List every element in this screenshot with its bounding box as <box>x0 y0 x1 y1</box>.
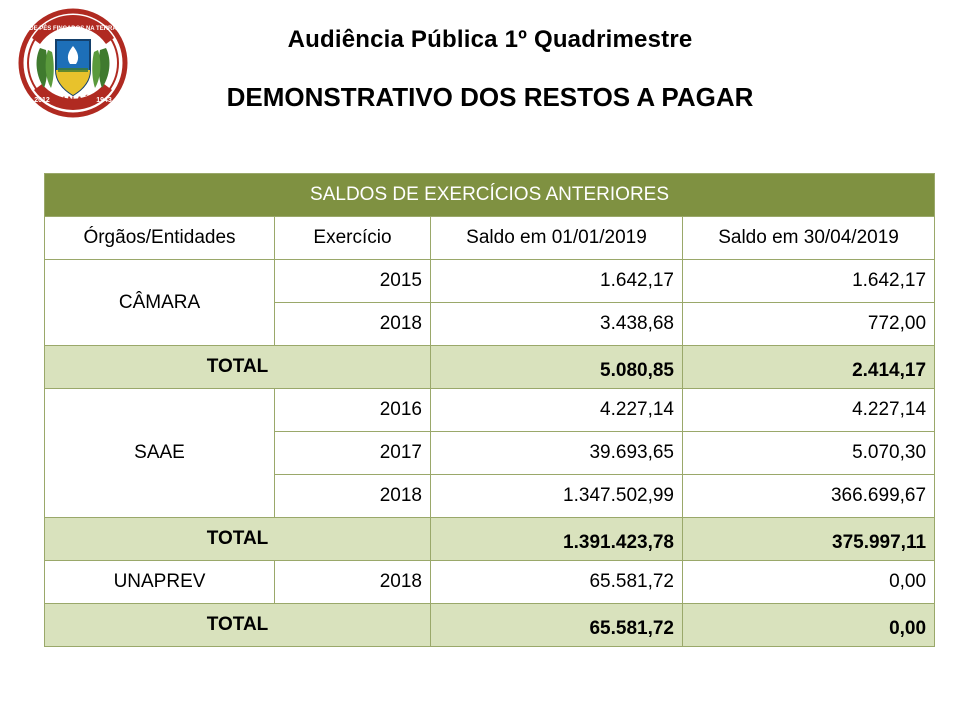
saldo-inicial-value: 4.227,14 <box>431 389 683 432</box>
entity-name: SAAE <box>45 389 275 518</box>
table-total-row <box>45 518 935 561</box>
total-saldo-inicial: 1.391.423,78 <box>431 518 683 561</box>
coat-of-arms-icon <box>18 8 128 118</box>
page-subtitle: DEMONSTRATIVO DOS RESTOS A PAGAR <box>226 82 754 112</box>
entity-name: CÂMARA <box>45 260 275 346</box>
total-label: TOTAL <box>45 604 431 647</box>
total-saldo-inicial: 5.080,85 <box>431 346 683 389</box>
svg-text:U N A Í: U N A Í <box>58 95 88 105</box>
saldo-inicial-value: 65.581,72 <box>431 561 683 604</box>
saldo-final-value: 4.227,14 <box>683 389 935 432</box>
exercicio-value: 2016 <box>275 389 431 432</box>
table-total-row <box>45 604 935 647</box>
total-saldo-final: 2.414,17 <box>683 346 935 389</box>
table-row <box>45 260 935 303</box>
table-row <box>45 389 935 432</box>
svg-text:2012: 2012 <box>34 97 50 104</box>
saldo-inicial-value: 39.693,65 <box>431 432 683 475</box>
table-band-title: SALDOS DE EXERCÍCIOS ANTERIORES <box>45 174 935 217</box>
table-row <box>45 561 935 604</box>
saldo-final-value: 0,00 <box>683 561 935 604</box>
entity-name: UNAPREV <box>45 561 275 604</box>
exercicio-value: 2015 <box>275 260 431 303</box>
restos-a-pagar-table <box>44 173 934 647</box>
saldo-inicial-value: 3.438,68 <box>431 303 683 346</box>
column-header-saldo-final: Saldo em 30/04/2019 <box>683 217 935 260</box>
svg-text:DE PÉS FINCADOS NA TERRA: DE PÉS FINCADOS NA TERRA <box>29 26 117 32</box>
table-header-row <box>45 217 935 260</box>
total-label: TOTAL <box>45 518 431 561</box>
total-saldo-final: 375.997,11 <box>683 518 935 561</box>
saldo-final-value: 1.642,17 <box>683 260 935 303</box>
exercicio-value: 2018 <box>275 561 431 604</box>
exercicio-value: 2018 <box>275 303 431 346</box>
table-band-row <box>45 174 935 217</box>
saldo-inicial-value: 1.347.502,99 <box>431 475 683 518</box>
exercicio-value: 2017 <box>275 432 431 475</box>
column-header-saldo-inicial: Saldo em 01/01/2019 <box>431 217 683 260</box>
saldo-inicial-value: 1.642,17 <box>431 260 683 303</box>
column-header-exercicio: Exercício <box>275 217 431 260</box>
page-title: Audiência Pública 1º Quadrimestre <box>287 26 693 53</box>
total-saldo-final: 0,00 <box>683 604 935 647</box>
saldo-final-value: 5.070,30 <box>683 432 935 475</box>
saldo-final-value: 366.699,67 <box>683 475 935 518</box>
svg-text:1943: 1943 <box>96 97 112 104</box>
column-header-entidades: Órgãos/Entidades <box>45 217 275 260</box>
total-saldo-inicial: 65.581,72 <box>431 604 683 647</box>
table-total-row <box>45 346 935 389</box>
saldo-final-value: 772,00 <box>683 303 935 346</box>
exercicio-value: 2018 <box>275 475 431 518</box>
total-label: TOTAL <box>45 346 431 389</box>
